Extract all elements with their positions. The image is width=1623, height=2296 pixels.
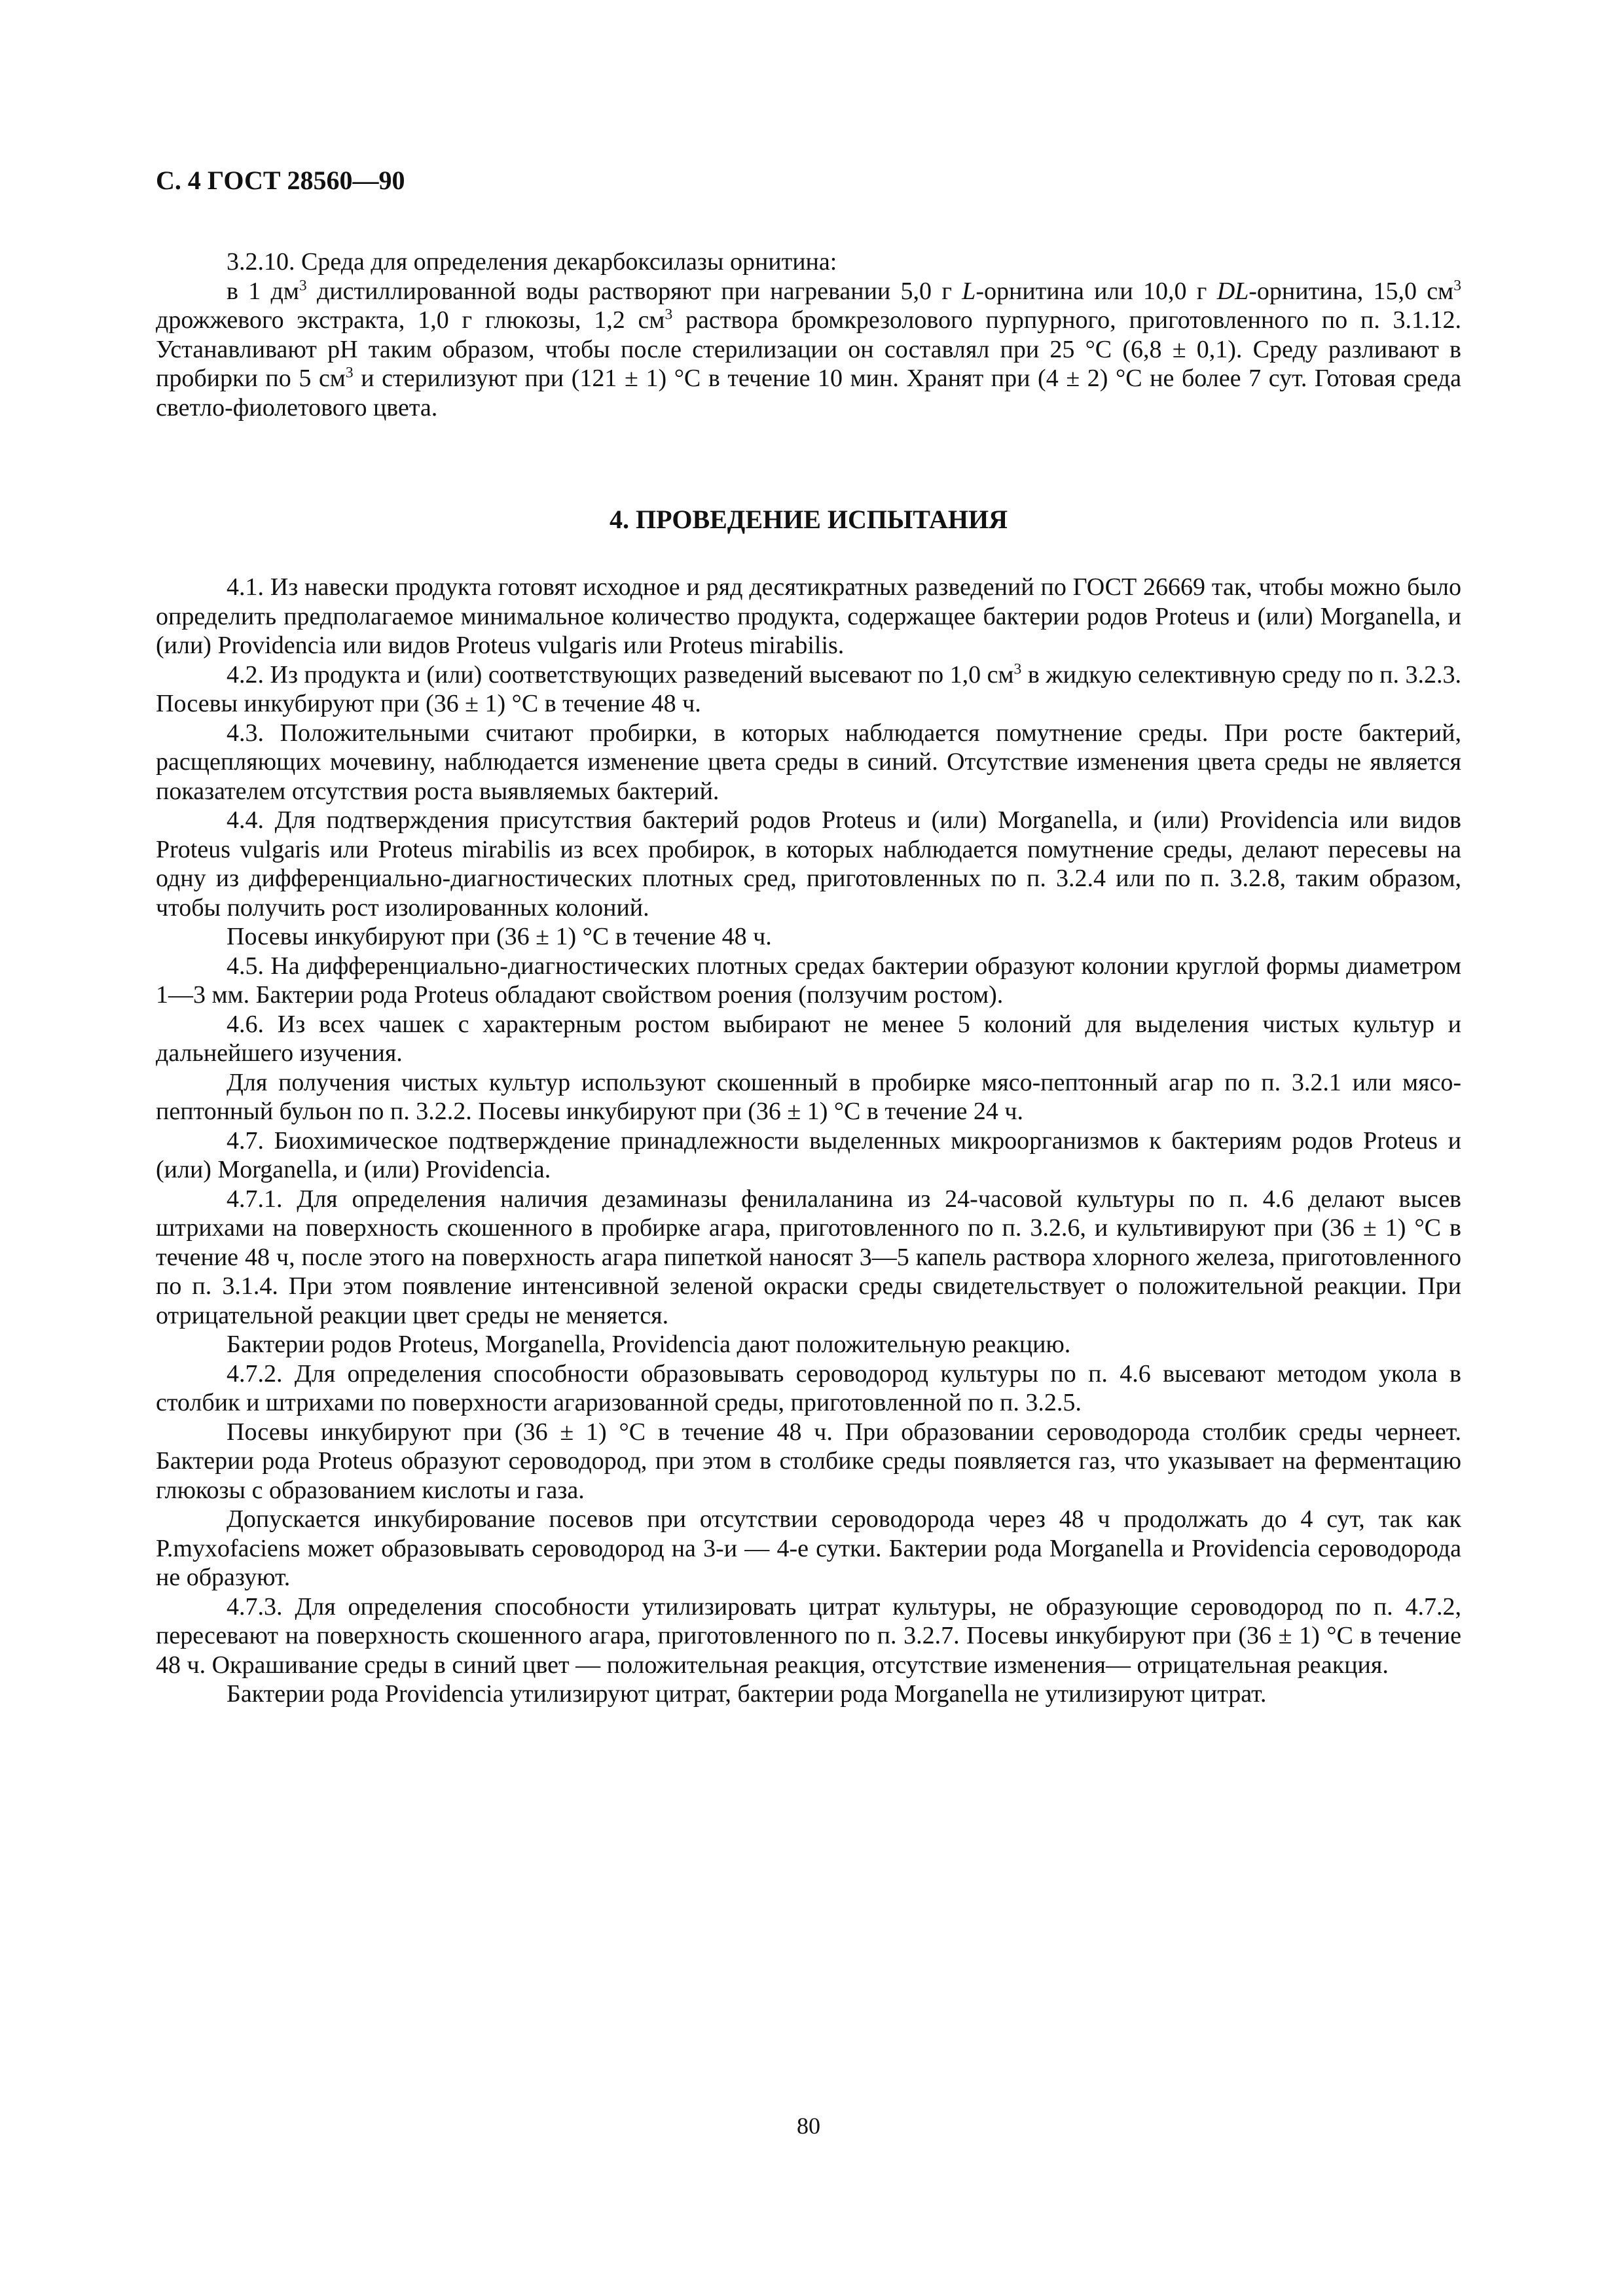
paragraph-3-2-10-title: 3.2.10. Среда для определения декарбоксилазы орнитина: [227, 248, 837, 276]
paragraph-4-4-incubation: Посевы инкубируют при (36 ± 1) °С в течение 48 ч. [227, 923, 772, 950]
paragraph-4-6-pure-cultures: Для получения чистых культур используют скошенный в пробирке мясо-пептонный агар по п. 3.2.1 или мясо-пептонный бульон по п. 3.2.2. Посевы инкубируют при (36 ± 1) °С в течение 24 ч. [156, 1068, 1461, 1125]
paragraph-4-7-3: 4.7.3. Для определения способности утилизировать цитрат культуры, не образующие сероводород по п. 4.7.2, пересевают на поверхность скошенного агара, приготовленного по п. 3.2.7. Посевы инкубируют при (36 ± 1) °С в течение 48 ч. Окрашивание среды в синий цвет — положительная реакция, отсутствие изменения— отрицательная реакция. [156, 1592, 1461, 1679]
paragraph-4-7: 4.7. Биохимическое подтверждение принадлежности выделенных микроорганизмов к бактериям родов Proteus и (или) Morganella, и (или) Providencia. [156, 1126, 1461, 1183]
section-3-continuation [156, 247, 1461, 422]
paragraph-4-6: 4.6. Из всех чашек с характерным ростом выбирают не менее 5 колоний для выделения чистых культур и дальнейшего изучения. [156, 1010, 1461, 1067]
paragraph-4-1: 4.1. Из навески продукта готовят исходное и ряд десятикратных разведений по ГОСТ 26669 так, чтобы можно было определить предполагаемое минимальное количество продукта, содержащее бактерии родов Proteus и (или) Morganella, и (или) Providencia или видов Proteus vulgaris или Proteus mirabilis. [156, 573, 1461, 659]
paragraph-4-4: 4.4. Для подтверждения присутствия бактерий родов Proteus и (или) Morganella, и (или) Providencia или видов Proteus vulgaris или Proteus mirabilis из всех пробирок, в которых наблюдается помутнение среды, делают пересевы на одну из дифференциально-диагностических плотных сред, приготовленных по п. 3.2.4 или по п. 3.2.8, таким образом, чтобы получить рост изолированных колоний. [156, 806, 1461, 922]
paragraph-4-7-2-incubation: Посевы инкубируют при (36 ± 1) °С в течение 48 ч. При образовании сероводорода столбик среды чернеет. Бактерии рода Proteus образуют сероводород, при этом в столбике среды появляется газ, что указывает на ферментацию глюкозы с образованием кислоты и газа. [156, 1418, 1461, 1504]
paragraph-4-7-1: 4.7.1. Для определения наличия дезаминазы фенилаланина из 24-часовой культуры по п. 4.6 делают высев штрихами на поверхность скошенного в пробирке агара, приготовленного по п. 3.2.6, и культивируют при (36 ± 1) °С в течение 48 ч, после этого на поверхность агара пипеткой наносят 3—5 капель раствора хлорного железа, приготовленного по п. 3.1.4. При этом появление интенсивной зеленой окраски среды свидетельствует о положительной реакции. При отрицательной реакции цвет среды не меняется. [156, 1185, 1461, 1329]
paragraph-4-7-1-result: Бактерии родов Proteus, Morganella, Providencia дают положительную реакцию. [227, 1331, 1071, 1358]
paragraph-3-2-10-body: в 1 $дм^3$ дистиллированной воды растворяют при нагревании 5,0 г L-орнитина или 10,0 г DL-орнитина, 15,0 $см^3$ дрожжевого экстракта, 1,0 г глюкозы, 1,2 $см^3$ раствора бромкрезолового пурпурного, приготовленного по п. 3.1.12. Устанавливают рН таким образом, чтобы после стерилизации он составлял при 25 °С (6,8 ± 0,1). Среду разливают в пробирки по 5 $см^3$ и стерилизуют при (121 ± 1) °С в течение 10 мин. Хранят при (4 ± 2) °С не более 7 сут. Готовая среда светло-фиолетового цвета. [156, 276, 1462, 422]
paragraph-4-3: 4.3. Положительными считают пробирки, в которых наблюдается помутнение среды. При росте бактерий, расщепляющих мочевину, наблюдается изменение цвета среды в синий. Отсутствие изменения цвета среды не является показателем отсутствия роста выявляемых бактерий. [156, 719, 1461, 805]
paragraph-4-2: 4.2. Из продукта и (или) соответствующих разведений высевают по 1,0 $см^3$ в жидкую селективную среду по п. 3.2.3. Посевы инкубируют при (36 ± 1) °С в течение 48 ч. [156, 660, 1461, 717]
section-4-body [156, 573, 1461, 1709]
page-header: С. 4 ГОСТ 28560—90 [156, 166, 405, 195]
paragraph-4-7-3-result: Бактерии рода Providencia утилизируют цитрат, бактерии рода Morganella не утилизируют цитрат. [227, 1680, 1267, 1708]
paragraph-4-5: 4.5. На дифференциально-диагностических плотных средах бактерии образуют колонии круглой формы диаметром 1—3 мм. Бактерии рода Proteus обладают свойством роения (ползучим ростом). [156, 952, 1461, 1009]
paragraph-4-7-2: 4.7.2. Для определения способности образовывать сероводород культуры по п. 4.6 высевают методом укола в столбик и штрихами по поверхности агаризованной среды, приготовленной по п. 3.2.5. [156, 1359, 1461, 1416]
page-number: 80 [797, 2113, 820, 2139]
paragraph-4-7-2-extended: Допускается инкубирование посевов при отсутствии сероводорода через 48 ч продолжать до 4 сут, так как P.myxofaciens может образовывать сероводород на 3-и — 4-е сутки. Бактерии рода Morganella и Providencia сероводорода не образуют. [156, 1505, 1461, 1591]
section-4-heading: 4. ПРОВЕДЕНИЕ ИСПЫТАНИЯ [610, 505, 1008, 534]
